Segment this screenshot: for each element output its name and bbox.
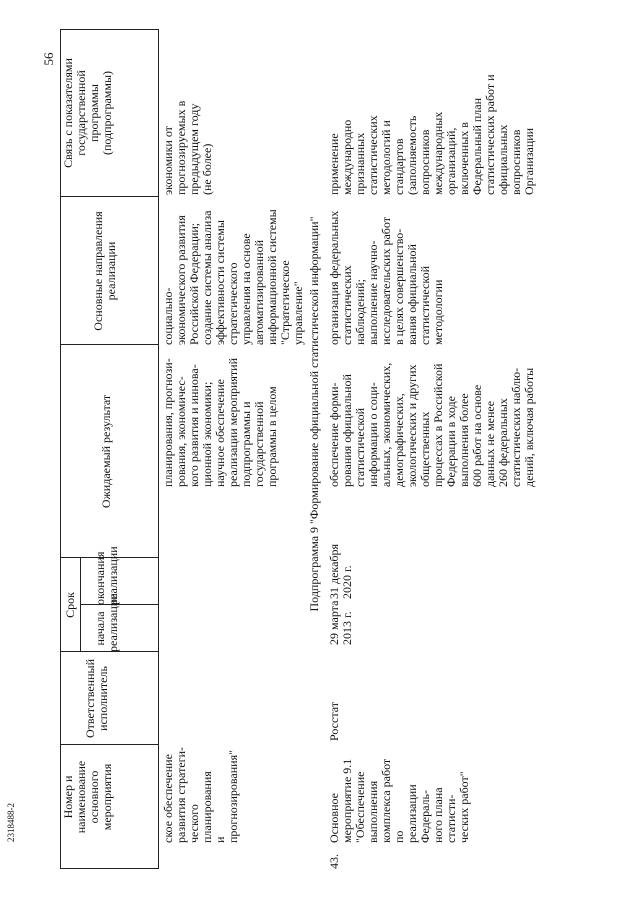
header-term-end: окончания реализации: [93, 546, 120, 605]
row-43-expected-result: обеспечение форми- рования официальной статистической информации о соци- альных, экономических, демографических, экологических и других общественных процессах в Российской Федерации в ходе выполнения более 600 работ на основе данных не менее 260 федеральных статистических наблю- дений, включая работы: [327, 362, 536, 487]
rotated-table-sheet: [36, 29, 596, 869]
subprogram-title: Подпрограмма 9 "Формирование официальной статистической информации": [307, 216, 321, 612]
term-subheader-border: [80, 558, 81, 652]
cont-row-link: экономики от прогнозируемых в предыдущем году (не более): [161, 100, 214, 195]
row-43-link: применение международно признанных статистических методологий и стандартов (заполняемость вопросников международных организаций, включенных в Федеральный план статистических работ и официальных вопросников Организации: [327, 74, 536, 195]
header-executor: Ответственный исполнитель: [83, 658, 110, 739]
header-link: Связь с показателями государственной программы (подпрограммы): [61, 58, 114, 168]
cont-row-name: ское обеспечение развития стратеги- ческого планирования и прогнозирования": [161, 747, 240, 843]
document-id: 2318488-2: [6, 803, 16, 842]
cont-row-directions: социально- экономического развития Российской Федерации; создание системы анализа эффективности системы стратегического управления на основе автоматизированной информационной системы "Стратегическое управление": [161, 209, 305, 345]
row-43-directions: организация федеральных статистических наблюдений; выполнение научно- исследовательских работ в целях совершенство- вания официальной статистической методологии: [327, 210, 445, 345]
col-border: [60, 868, 158, 869]
row-43-start: 29 марта 2013 г.: [327, 600, 354, 645]
row-43-name: Основное мероприятие 9.1 "Обеспечение выполнения комплекса работ по реализации Федераль- ного плана статисти- ческих работ": [327, 758, 471, 843]
header-term: Срок: [63, 592, 77, 618]
header-expected-result: Ожидаемый результат: [99, 394, 113, 509]
header-number-name: Номер и наименование основного мероприятия: [61, 760, 114, 834]
header-bottom-border: [158, 29, 159, 869]
row-43-end: 31 декабря 2020 г.: [327, 543, 354, 599]
row-43-executor: Росстат: [327, 702, 341, 741]
row-43-number: 43.: [327, 854, 341, 869]
page-number: 56: [41, 52, 56, 66]
header-directions: Основные направления реализации: [91, 211, 118, 331]
header-term-start: начала реализации: [93, 593, 120, 652]
cont-row-expected-result: планирования, прогнози- рования, экономичес- кого развития и иннова- ционной экономики; научное обеспечение реализации мероприятий подпрограммы и государственной программы в целом: [161, 357, 279, 487]
